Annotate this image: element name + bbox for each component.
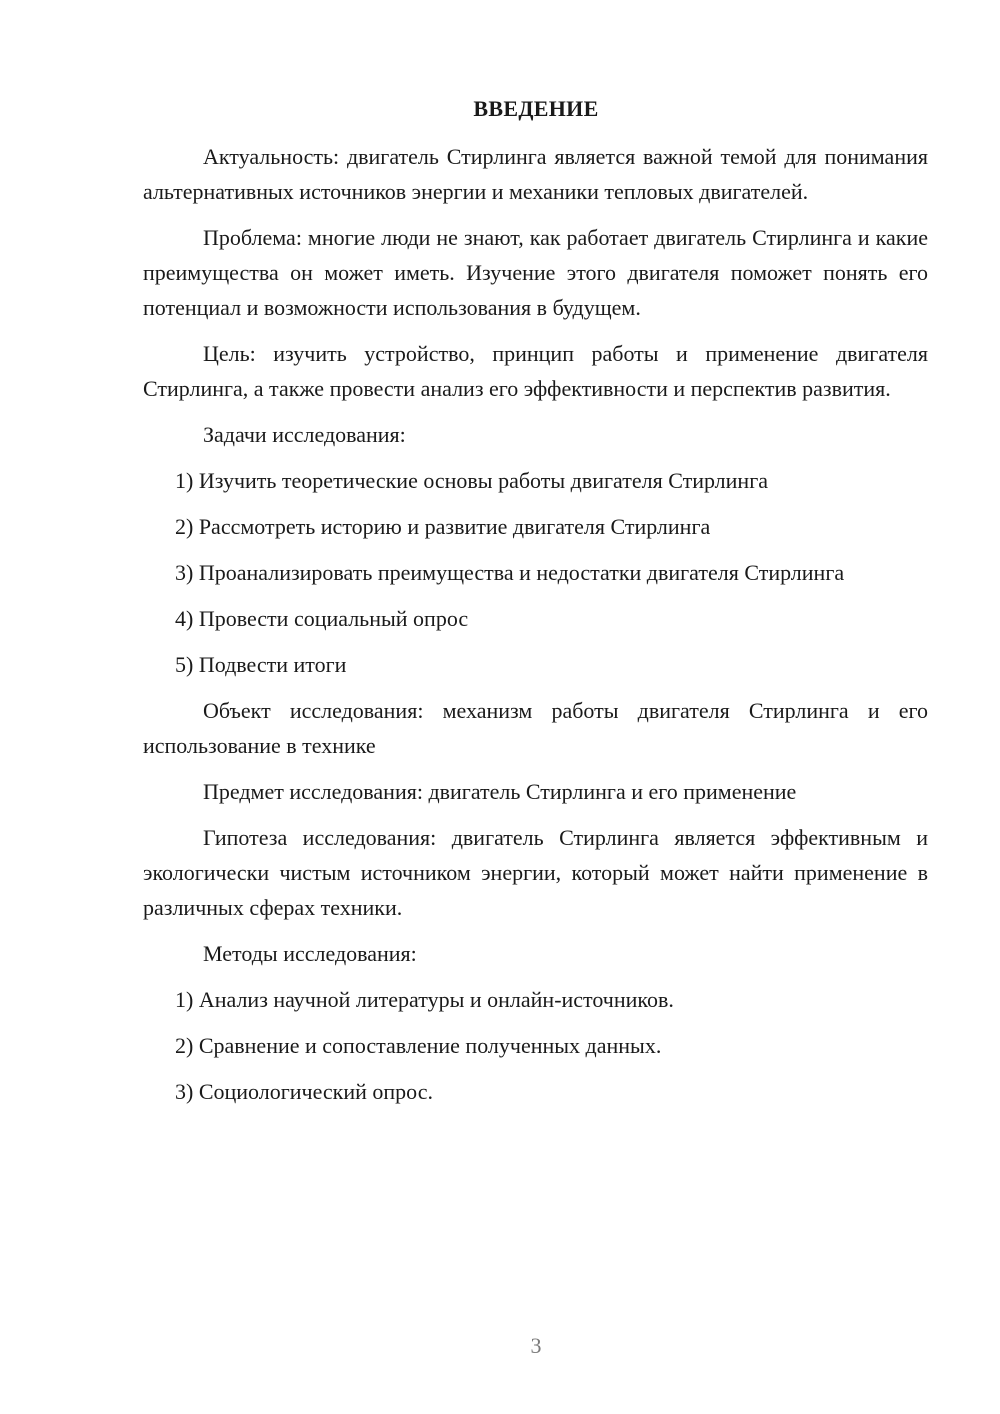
method-item: 3) Социологический опрос. [175, 1079, 433, 1104]
paragraph-hypothesis: Гипотеза исследования: двигатель Стирлинга является эффективным и экологически чистым источником энергии, который может найти применение в различных сферах техники. [143, 825, 928, 920]
page-number: 3 [530, 1333, 542, 1358]
method-item: 1) Анализ научной литературы и онлайн-источников. [175, 987, 674, 1012]
document-body [143, 139, 928, 1120]
task-item: 2) Рассмотреть историю и развитие двигателя Стирлинга [175, 514, 711, 539]
paragraph-goal: Цель: изучить устройство, принцип работы и применение двигателя Стирлинга, а также провести анализ его эффективности и перспектив развития. [143, 341, 928, 401]
methods-heading: Методы исследования: [203, 941, 417, 966]
task-item: 1) Изучить теоретические основы работы двигателя Стирлинга [175, 468, 768, 493]
task-item: 5) Подвести итоги [175, 652, 347, 677]
task-item: 3) Проанализировать преимущества и недостатки двигателя Стирлинга [175, 560, 845, 585]
section-title: ВВЕДЕНИЕ [473, 96, 599, 121]
paragraph-subject: Предмет исследования: двигатель Стирлинга и его применение [203, 779, 797, 804]
paragraph-object: Объект исследования: механизм работы двигателя Стирлинга и его использование в технике [143, 698, 928, 758]
paragraph-problem: Проблема: многие люди не знают, как работает двигатель Стирлинга и какие преимущества он может иметь. Изучение этого двигателя поможет понять его потенциал и возможности использования в будущем. [143, 225, 928, 320]
method-item: 2) Сравнение и сопоставление полученных данных. [175, 1033, 662, 1058]
task-item: 4) Провести социальный опрос [175, 606, 469, 631]
paragraph-relevance: Актуальность: двигатель Стирлинга является важной темой для понимания альтернативных источников энергии и механики тепловых двигателей. [143, 144, 928, 204]
tasks-heading: Задачи исследования: [203, 422, 406, 447]
